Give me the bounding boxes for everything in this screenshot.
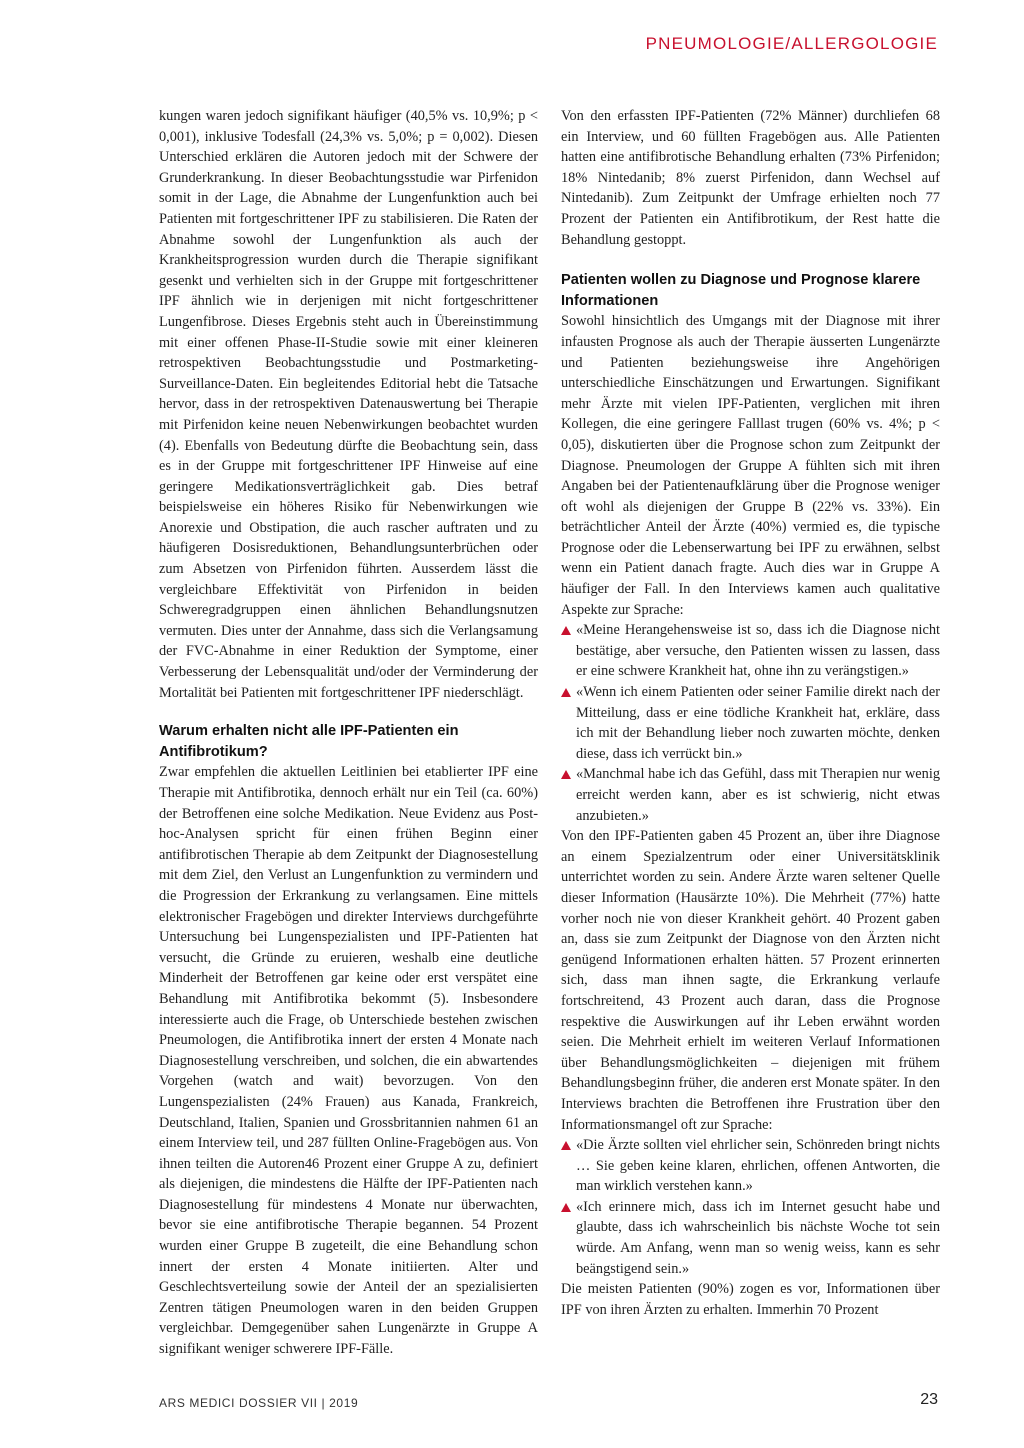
page-number: 23: [920, 1391, 938, 1408]
body-paragraph: Die meisten Patienten (90%) zogen es vor, Informationen über IPF von ihren Ärzten zu erhalten. Immerhin 70 Prozent: [561, 1281, 940, 1318]
triangle-bullet-icon: [561, 1203, 571, 1212]
body-paragraph: kungen waren jedoch signifikant häufiger (40,5% vs. 10,9%; p < 0,001), inklusive Todesfall (24,3% vs. 5,0%; p = 0,002). Diesen Unterschied erklären die Autoren jedoch mit der Schwere der Grunderkrankung. In dieser Beobachtungsstudie war Pirfenidon somit in der Lage, die Abnahme der Lungenfunktion auch bei Patienten mit fortgeschrittener IPF zu stabilisieren. Die Raten der Abnahme sowohl der Lungenfunktion als auch der Krankheitsprogression wurden durch die Therapie signifikant gesenkt und verhielten sich in der Gruppe mit fortgeschrittener IPF ähnlich wie in derjenigen mit nicht fortgeschrittener Lungenfibrose. Dieses Ergebnis steht auch in Übereinstimmung mit einer offenen Phase-II-Studie sowie mit einer kleineren retrospektiven Beobachtungsstudie und Postmarketing-Surveillance-Daten. Ein begleitendes Editorial hebt die Tatsache hervor, dass in der retrospektiven Datenauswertung bei Therapie mit Pirfenidon keine neuen Nebenwirkungen beobachtet wurden (4). Ebenfalls von Bedeutung dürfte die Beobachtung sein, dass es in der Gruppe mit fortgeschrittener IPF Hinweise auf eine geringere Medikationsverträglichkeit gab. Dies betraf beispielsweise ein höheres Risiko für Nebenwirkungen wie Anorexie und Obstipation, die auch rascher auftraten und zu häufigeren Dosisreduktionen, Behandlungsunterbrüchen oder zum Absetzen von Pirfenidon führten. Ausserdem lässt die vergleichbare Effektivität von Pirfenidon in beiden Schweregradgruppen einen ähnlichen Behandlungsnutzen vermuten. Dies unter der Annahme, dass sich die Verlangsamung der FVC-Abnahme in einer Reduktion der Symptome, einer Verbesserung der Lebensqualität und/oder der Verminderung der Mortalität bei Patienten mit fortgeschrittener IPF niederschlägt.: [159, 108, 538, 701]
triangle-bullet-icon: [561, 688, 571, 697]
quote-text: «Manchmal habe ich das Gefühl, dass mit Therapien nur wenig erreicht werden kann, aber es ist schwierig, nicht etwas anzubieten.»: [576, 766, 940, 824]
section-heading: Warum erhalten nicht alle IPF-Patienten ein Antifibrotikum?: [159, 723, 459, 760]
triangle-bullet-icon: [561, 1141, 571, 1150]
section-header: PNEUMOLOGIE/ALLERGOLOGIE: [645, 34, 938, 53]
section-heading: Patienten wollen zu Diagnose und Prognose klarere Informationen: [561, 272, 921, 309]
body-paragraph: Zwar empfehlen die aktuellen Leitlinien bei etablierter IPF eine Therapie mit Antifibrotika, dennoch erhält nur ein Teil (ca. 60%) der Betroffenen eine solche Medikation. Neue Evidenz aus Post-hoc-Analysen spricht für einen frühen Beginn einer antifibrotischen Therapie ab dem Zeitpunkt der Diagnosestellung mit dem Ziel, den Verlust an Lungenfunktion zu vermindern und die Progression der Erkrankung zu verlangsamen. Eine mittels elektronischer Fragebögen und direkter Interviews durchgeführte Untersuchung bei Lungenspezialisten und IPF-Patienten hat versucht, die Gründe zu eruieren, weshalb eine deutliche Minderheit der Betroffenen gar keine oder erst verspätet eine Behandlung mit Antifibrotika bekommt (5). Insbesondere interessierte auch die Frage, ob Unterschiede bestehen zwischen Pneumologen, die Antifibrotika innert der ersten 4 Monate nach Diagnosestellung verschreiben, und solchen, die ein abwartendes Vorgehen (watch and wait) bevorzugen. Von den Lungenspezialisten (24% Frauen) aus Kanada, Frankreich, Deutschland, Italien, Spanien und Grossbritannien nahmen 61 an einem Interview teil, und 287 füllten Online-Fragebögen aus. Von ihnen teilten die Autoren46 Prozent einer Gruppe A zu, definiert als diejenigen, die mindestens die Hälfte der IPF-Patienten nach Diagnosestellung für mindestens 4 Monate nur überwachten, bevor sie eine antifibrotische Therapie begannen. 54 Prozent wurden einer Gruppe B zugeteilt, die eine Behandlung schon innert der ersten 4 Monate initiierten. Alter und Geschlechtsverteilung sowie der Anteil der an spezialisierten Zentren tätigen Pneumologen waren in den beiden Gruppen vergleichbar. Demgegenüber sahen Lungenärzte in Gruppe A signifikant weniger schwerere IPF-Fälle.: [159, 764, 538, 1358]
right-column: [561, 106, 940, 1320]
quote-text: «Wenn ich einem Patienten oder seiner Familie direkt nach der Mitteilung, dass er eine tödliche Krankheit hat, erkläre, dass ich mit der Behandlung lieber noch zuwarten möchte, denken diese, dass ich verrückt bin.»: [576, 684, 940, 762]
left-column: [159, 106, 538, 1360]
quote-item: [561, 764, 940, 826]
quote-text: «Meine Herangehensweise ist so, dass ich die Diagnose nicht bestätige, aber versuche, den Patienten wissen zu lassen, dass er eine schwere Krankheit hat, ohne ihn zu verängstigen.»: [576, 622, 940, 680]
quote-item: [561, 1197, 940, 1279]
quote-item: [561, 682, 940, 764]
quote-item: [561, 1135, 940, 1197]
quote-item: [561, 620, 940, 682]
body-paragraph: Von den IPF-Patienten gaben 45 Prozent an, über ihre Diagnose an einem Spezialzentrum oder einer Universitätsklinik unterrichtet worden zu sein. Andere Ärzte waren seltener Quelle dieser Information (Hausärzte 10%). Die Mehrheit (77%) hatte vorher noch nie von dieser Krankheit gehört. 40 Prozent gaben an, dass sie zum Zeitpunkt der Diagnose von den Ärzten nicht genügend Informationen erhalten hätten. 57 Prozent erinnerten sich, dass man ihnen sagte, die Erkrankung verlaufe fortschreitend, 43 Prozent auch daran, dass die Prognose respektive die Auswirkungen auf ihr Leben erwähnt worden seien. Die Mehrheit erhielt im weiteren Verlauf Informationen über Behandlungsmöglichkeiten – diejenigen mit frühem Behandlungsbeginn früher, die anderen erst Monate später. In den Interviews brachten die Betroffenen ihre Frustration über den Informationsmangel oft zur Sprache:: [561, 828, 940, 1133]
body-paragraph: Sowohl hinsichtlich des Umgangs mit der Diagnose mit ihrer infausten Prognose als auch der Therapie äusserten Lungenärzte und Patienten beziehungsweise ihre Angehörigen unterschiedliche Einschätzungen und Erwartungen. Signifikant mehr Ärzte mit vielen IPF-Patienten, verglichen mit ihren Kollegen, die eine geringere Falllast trugen (60% vs. 4%; p < 0,05), diskutierten über die Prognose schon zum Zeitpunkt der Diagnose. Pneumologen der Gruppe A fühlten sich mit ihren Angaben bei der Patientenaufklärung über die Prognose weniger oft wohl als diejenigen der Gruppe B (22% vs. 33%). Ein beträchtlicher Anteil der Ärzte (40%) vermied es, die typische Prognose oder die Lebenserwartung bei IPF zu erwähnen, selbst wenn ein Patient danach fragte. Auch dies war in Gruppe A häufiger der Fall. In den Interviews kamen auch qualitative Aspekte zur Sprache:: [561, 313, 940, 618]
triangle-bullet-icon: [561, 626, 571, 635]
quote-text: «Ich erinnere mich, dass ich im Internet gesucht habe und glaubte, dass ich wahrscheinlich bis nächste Woche tot sein würde. Am Anfang, wenn man so wenig weiss, kann es sehr beängstigend sein.»: [576, 1198, 940, 1277]
journal-footer: ARS MEDICI DOSSIER VII | 2019: [159, 1396, 359, 1410]
body-paragraph: Von den erfassten IPF-Patienten (72% Männer) durchliefen 68 ein Interview, und 60 füllten Fragebögen aus. Alle Patienten hatten eine antifibrotische Behandlung erhalten (73% Pirfenidon; 18% Nintedanib; 8% zuerst Pirfenidon, dann Wechsel auf Nintedanib). Zum Zeitpunkt der Umfrage erhielten noch 77 Prozent der Patienten ein Antifibrotikum, der Rest hatte die Behandlung gestoppt.: [561, 108, 940, 248]
triangle-bullet-icon: [561, 770, 571, 779]
quote-text: «Die Ärzte sollten viel ehrlicher sein, Schönreden bringt nichts … Sie geben keine klaren, ehrlichen, offenen Antworten, die man wirklich verstehen kann.»: [576, 1137, 940, 1195]
